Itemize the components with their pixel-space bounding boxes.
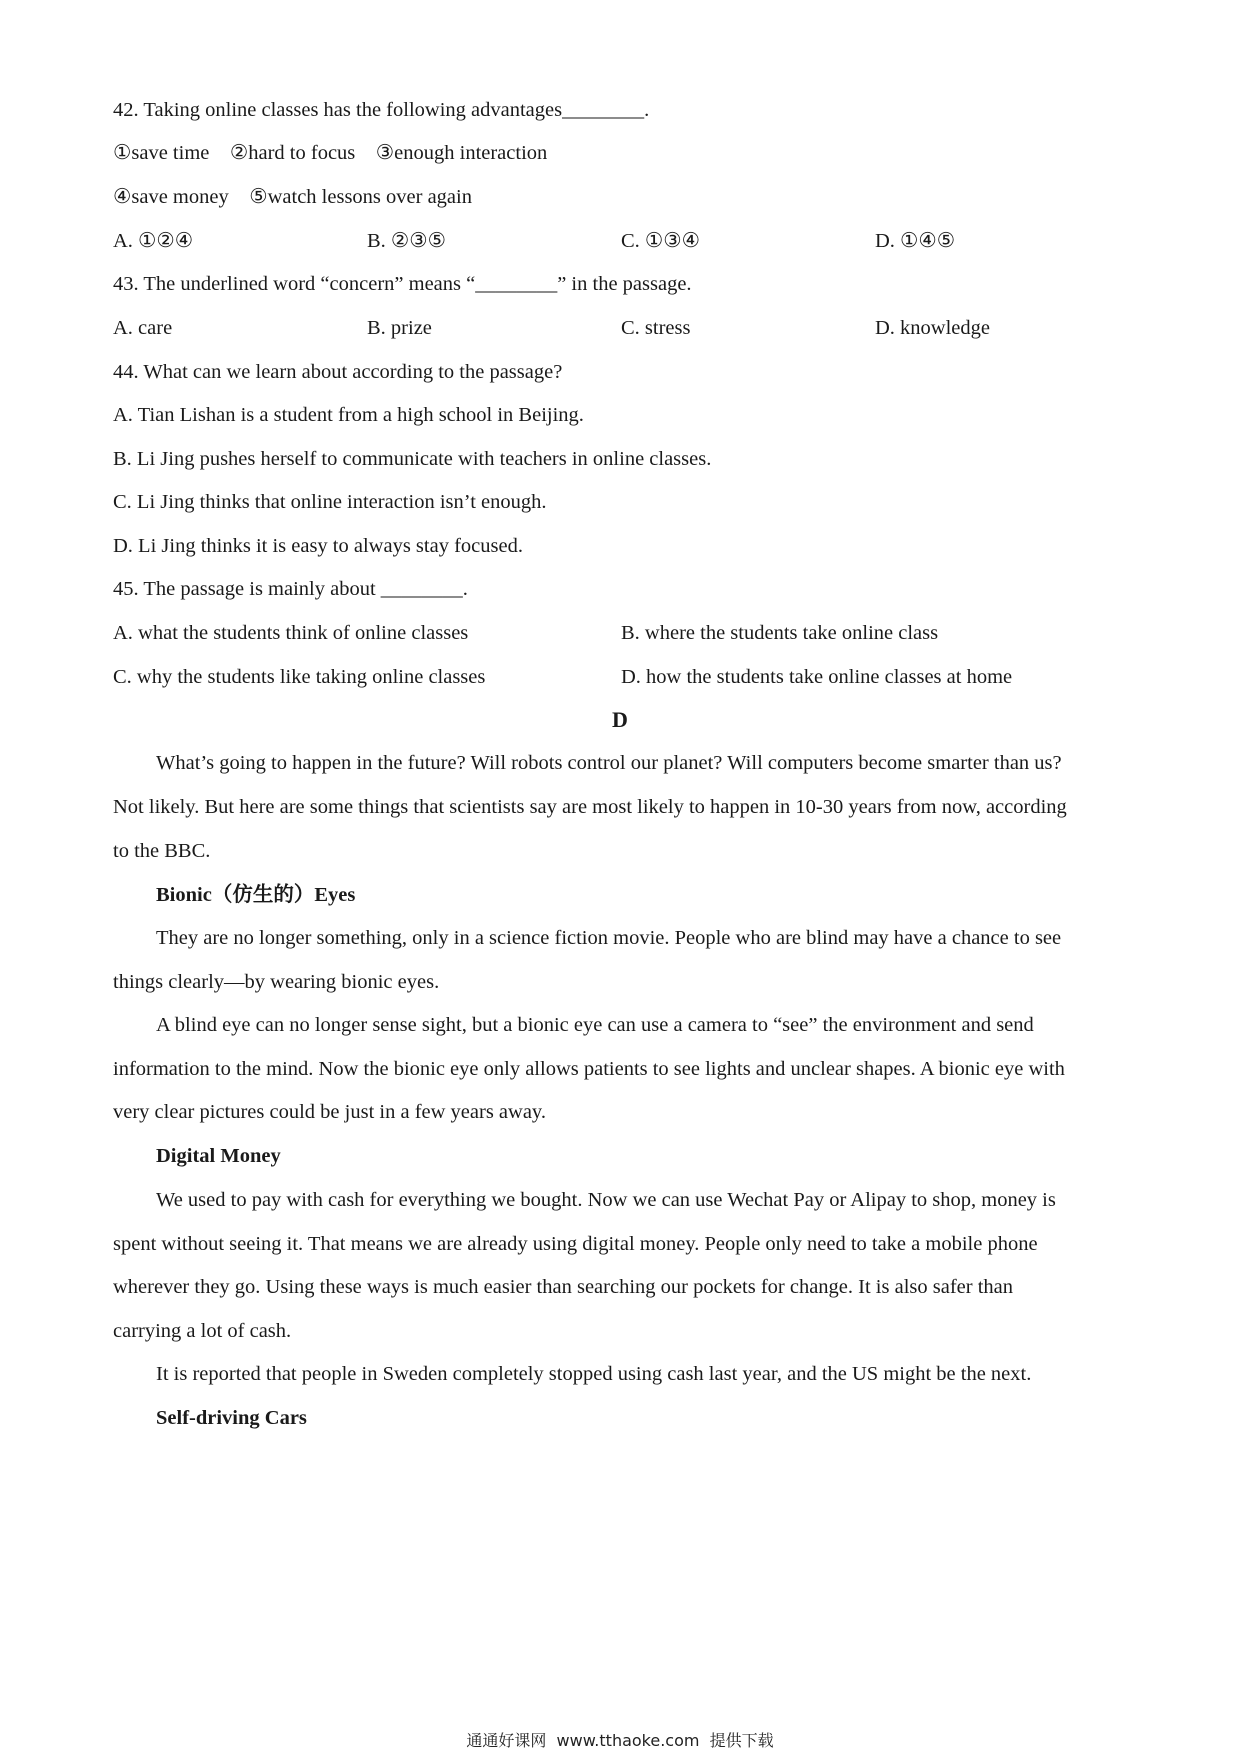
question-43-stem: 43. The underlined word “concern” means “________” in the passage. — [113, 273, 692, 295]
bionic-p2-line-1: A blind eye can no longer sense sight, but a bionic eye can use a camera to “see” the environment and send — [156, 1014, 1034, 1036]
question-42-option-a: A. ①②④ — [113, 230, 194, 252]
bionic-p1-line-2: things clearly—by wearing bionic eyes. — [113, 971, 440, 993]
digital-money-heading: Digital Money — [156, 1145, 281, 1167]
bionic-p2-line-3: very clear pictures could be just in a few years away. — [113, 1101, 546, 1123]
bionic-p2-line-2: information to the mind. Now the bionic eye only allows patients to see lights and unclear shapes. A bionic eye with — [113, 1058, 1065, 1080]
question-43-option-b: B. prize — [367, 317, 432, 339]
intro-line-3: to the BBC. — [113, 840, 211, 862]
question-44-option-c: C. Li Jing thinks that online interaction isn’t enough. — [113, 491, 547, 513]
bionic-eyes-heading: Bionic（仿生的）Eyes — [156, 884, 356, 906]
question-42-option-c: C. ①③④ — [621, 230, 701, 252]
intro-line-2: Not likely. But here are some things that scientists say are most likely to happen in 10-30 years from now, according — [113, 796, 1067, 818]
question-44-option-a: A. Tian Lishan is a student from a high school in Beijing. — [113, 404, 584, 426]
question-45-option-a: A. what the students think of online classes — [113, 622, 469, 644]
question-45-stem: 45. The passage is mainly about ________. — [113, 578, 468, 600]
money-p1-line-2: spent without seeing it. That means we are already using digital money. People only need to take a mobile phone — [113, 1233, 1038, 1255]
question-44-option-b: B. Li Jing pushes herself to communicate with teachers in online classes. — [113, 448, 712, 470]
question-42-items-line2: ④save money ⑤watch lessons over again — [113, 186, 472, 208]
page-footer: 通通好课网 www.tthaoke.com 提供下载 — [466, 1731, 774, 1750]
intro-line-1: What’s going to happen in the future? Will robots control our planet? Will computers become smarter than us? — [156, 752, 1062, 774]
money-p1-line-3: wherever they go. Using these ways is much easier than searching our pockets for change. It is also safer than — [113, 1276, 1013, 1298]
section-d-heading: D — [612, 707, 628, 732]
self-driving-cars-heading: Self-driving Cars — [156, 1407, 307, 1429]
question-42-stem: 42. Taking online classes has the following advantages________. — [113, 99, 650, 121]
question-42-option-d: D. ①④⑤ — [875, 230, 956, 252]
question-43-option-a: A. care — [113, 317, 173, 339]
question-45-option-b: B. where the students take online class — [621, 622, 939, 644]
bionic-p1-line-1: They are no longer something, only in a science fiction movie. People who are blind may have a chance to see — [156, 927, 1062, 949]
question-43-option-c: C. stress — [621, 317, 691, 339]
money-p1-line-1: We used to pay with cash for everything we bought. Now we can use Wechat Pay or Alipay to shop, money is — [156, 1189, 1056, 1211]
question-43-option-d: D. knowledge — [875, 317, 991, 339]
money-p1-line-4: carrying a lot of cash. — [113, 1320, 292, 1342]
question-42-option-b: B. ②③⑤ — [367, 230, 447, 252]
question-45-option-d: D. how the students take online classes at home — [621, 666, 1013, 688]
money-p2: It is reported that people in Sweden completely stopped using cash last year, and the US might be the next. — [156, 1363, 1032, 1385]
question-42-items-line1: ①save time ②hard to focus ③enough interaction — [113, 142, 548, 164]
question-44-stem: 44. What can we learn about according to the passage? — [113, 361, 563, 383]
question-44-option-d: D. Li Jing thinks it is easy to always stay focused. — [113, 535, 523, 557]
question-45-option-c: C. why the students like taking online classes — [113, 666, 486, 688]
